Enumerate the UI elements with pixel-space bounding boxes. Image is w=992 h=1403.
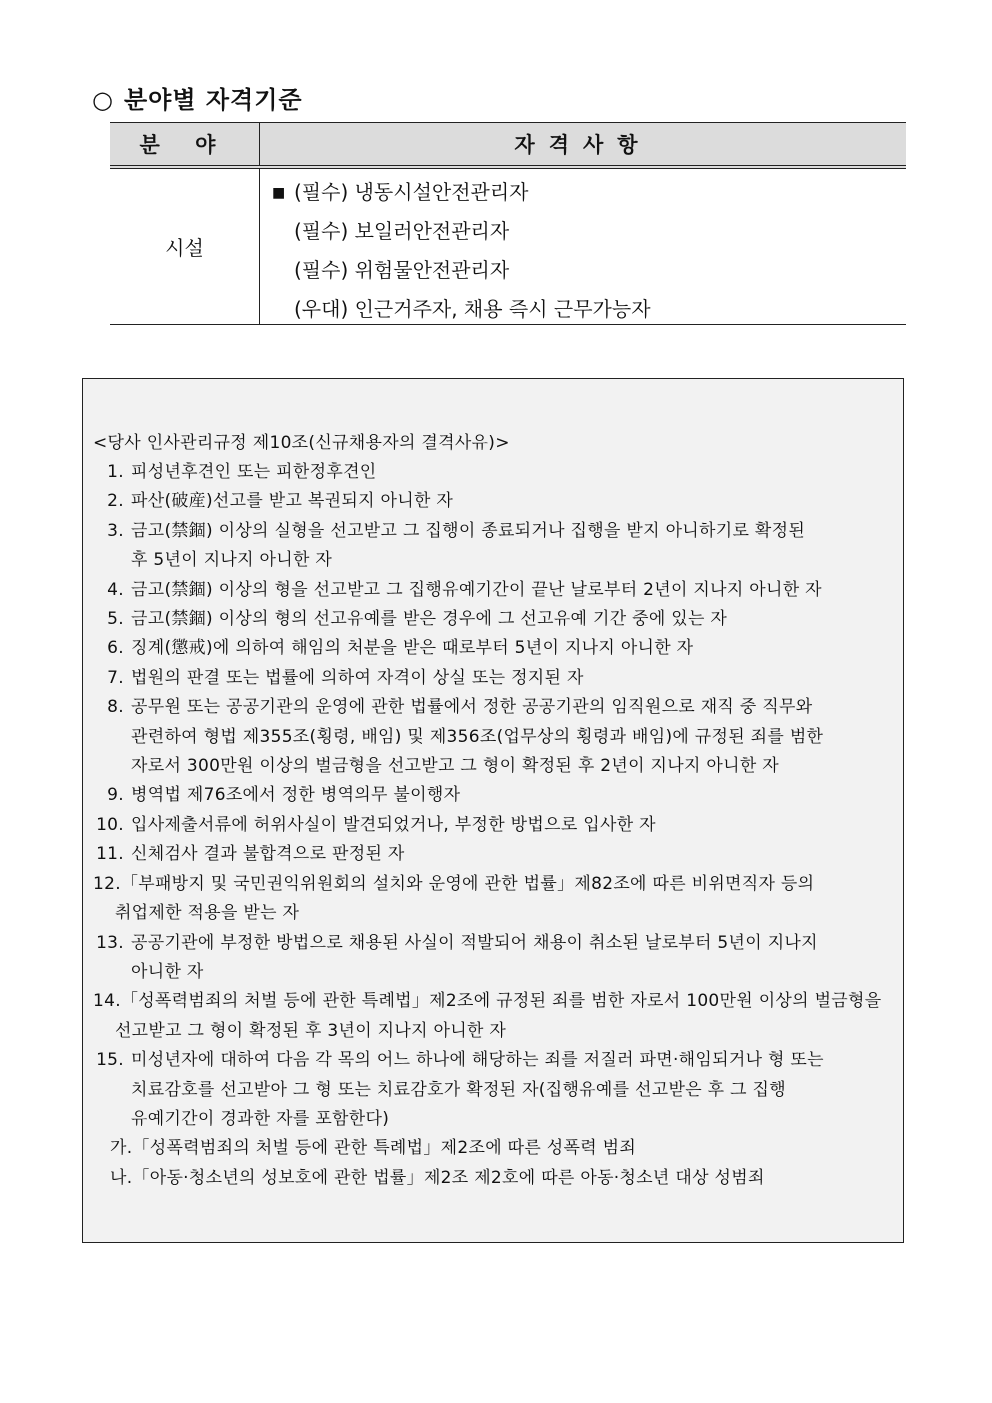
rule-text-line: 관련하여 형법 제355조(횡령, 배임) 및 제356조(업무상의 횡령과 배임)에 규정된 죄를 범한 — [131, 726, 824, 747]
rule-item — [93, 1046, 895, 1134]
rule-text — [124, 781, 895, 810]
rule-item — [93, 458, 895, 487]
rule-item — [93, 811, 895, 840]
rule-text — [124, 693, 895, 781]
rule-text-line: 자로서 300만원 이상의 벌금형을 선고받고 그 형이 확정된 후 2년이 지나지 아니한 자 — [131, 756, 780, 777]
rule-text-line: 공무원 또는 공공기관의 운영에 관한 법률에서 정한 공공기관의 임직원으로 재직 중 직무와 — [131, 697, 813, 718]
rule-text-line: 병역법 제76조에서 정한 병역의무 불이행자 — [131, 785, 461, 806]
rules-title: <당사 인사관리규정 제10조(신규채용자의 결격사유)> — [93, 433, 510, 453]
rule-text — [124, 664, 895, 693]
square-bullet-icon: ■ — [272, 185, 286, 201]
table-header — [110, 122, 906, 169]
rule-item — [93, 693, 895, 781]
rule-text-line: 「성폭력범죄의 처벌 등에 관한 특례법」제2조에 규정된 죄를 범한 자로서 100만원 이상의 벌금형을 — [120, 991, 882, 1012]
rule-text-line: 피성년후견인 또는 피한정후견인 — [131, 462, 377, 482]
rules-list — [93, 458, 895, 1134]
rule-number: 4. — [107, 579, 124, 600]
qualification-item: ■ (필수) 냉동시설안전관리자 — [272, 175, 906, 214]
rule-text-line: 선고받고 그 형이 확정된 후 3년이 지나지 아니한 자 — [114, 1020, 507, 1041]
section-title-text: 분야별 자격기준 — [123, 86, 303, 114]
rule-text — [114, 987, 895, 1046]
row-field: 시설 — [110, 169, 260, 324]
rule-number: 5. — [107, 609, 124, 630]
rule-number: 7. — [107, 667, 124, 688]
rule-text-line: 금고(禁錮) 이상의 실형을 선고받고 그 집행이 종료되거나 집행을 받지 아니하기로 확정된 — [131, 520, 806, 541]
rule-text-line: 후 5년이 지나지 아니한 자 — [131, 550, 333, 571]
rule-item — [93, 517, 895, 576]
rule-number: 3. — [107, 520, 124, 541]
disqualification-rules-box — [82, 378, 904, 1243]
rule-number: 11. — [96, 844, 124, 865]
rule-number: 2. — [107, 491, 124, 512]
rule-text — [124, 487, 895, 516]
rule-text-line: 「부패방지 및 국민권익위원회의 설치와 운영에 관한 법률」제82조에 따른 비위면직자 등의 — [120, 873, 815, 894]
rule-text-line: 징계(懲戒)에 의하여 해임의 처분을 받은 때로부터 5년이 지나지 아니한 자 — [131, 638, 694, 659]
rule-text — [124, 634, 895, 663]
rule-number: 6. — [107, 638, 124, 659]
rule-text-line: 법원의 판결 또는 법률에 의하여 자격이 상실 또는 정지된 자 — [131, 667, 584, 688]
rule-text-line: 취업제한 적용을 받는 자 — [114, 903, 300, 924]
rule-number: 13. — [96, 932, 124, 953]
qualification-table — [110, 122, 906, 325]
rule-text-line: 파산(破産)선고를 받고 복권되지 아니한 자 — [131, 491, 454, 512]
rules-sub-list — [93, 1134, 895, 1193]
rule-sub-item: 나.「아동·청소년의 성보호에 관한 법률」제2조 제2호에 따른 아동·청소년 대상 성범죄 — [110, 1167, 765, 1188]
qualification-item: (필수) 위험물안전관리자 — [294, 258, 510, 282]
rule-number: 15. — [96, 1050, 124, 1071]
rule-text — [124, 576, 895, 605]
rule-number: 9. — [107, 785, 124, 806]
header-field: 분 야 — [110, 123, 260, 165]
rule-number: 8. — [107, 697, 124, 718]
rule-item — [93, 929, 895, 988]
rule-text — [124, 929, 895, 988]
rule-text-line: 미성년자에 대하여 다음 각 목의 어느 하나에 해당하는 죄를 저질러 파면·해임되거나 형 또는 — [131, 1050, 824, 1071]
rule-item — [93, 870, 895, 929]
rule-number: 1. — [107, 462, 124, 482]
circle-icon: ○ — [92, 86, 114, 114]
table-row — [110, 169, 906, 325]
rule-text — [124, 605, 895, 634]
rule-item — [93, 605, 895, 634]
rule-text — [114, 870, 895, 929]
rule-text-line: 입사제출서류에 허위사실이 발견되었거나, 부정한 방법으로 입사한 자 — [131, 814, 656, 835]
row-qualifications — [260, 169, 906, 324]
rule-item — [93, 576, 895, 605]
rule-sub-item: 가.「성폭력범죄의 처벌 등에 관한 특례법」제2조에 따른 성폭력 범죄 — [110, 1138, 637, 1159]
qualification-item: (우대) 인근거주자, 채용 즉시 근무가능자 — [294, 297, 651, 321]
rule-text-line: 치료감호를 선고받아 그 형 또는 치료감호가 확정된 자(집행유예를 선고받은 후 그 집행 — [131, 1079, 786, 1100]
rule-text — [124, 458, 895, 487]
rule-text-line: 아니한 자 — [131, 961, 204, 982]
section-title — [92, 80, 303, 115]
rule-item — [93, 634, 895, 663]
rule-text-line: 유예기간이 경과한 자를 포함한다) — [131, 1108, 390, 1129]
rule-item — [93, 664, 895, 693]
header-qualifications: 자격사항 — [514, 133, 652, 157]
rule-number: 12. — [93, 873, 121, 894]
rule-text-line: 신체검사 결과 불합격으로 판정된 자 — [131, 844, 405, 865]
rule-text — [124, 517, 895, 576]
rule-text-line: 공공기관에 부정한 방법으로 채용된 사실이 적발되어 채용이 취소된 날로부터 5년이 지나지 — [131, 932, 818, 953]
rule-number: 14. — [93, 991, 121, 1012]
rule-item — [93, 487, 895, 516]
rule-text-line: 금고(禁錮) 이상의 형을 선고받고 그 집행유예기간이 끝난 날로부터 2년이 지나지 아니한 자 — [131, 579, 822, 600]
qualification-item: (필수) 보일러안전관리자 — [294, 219, 510, 243]
rule-text — [124, 811, 895, 840]
rule-text — [124, 1046, 895, 1134]
rule-number: 10. — [96, 814, 124, 835]
rule-item — [93, 781, 895, 810]
rule-text — [124, 840, 895, 869]
rule-text-line: 금고(禁錮) 이상의 형의 선고유예를 받은 경우에 그 선고유예 기간 중에 있는 자 — [131, 609, 728, 630]
rule-item — [93, 987, 895, 1046]
rule-item — [93, 840, 895, 869]
